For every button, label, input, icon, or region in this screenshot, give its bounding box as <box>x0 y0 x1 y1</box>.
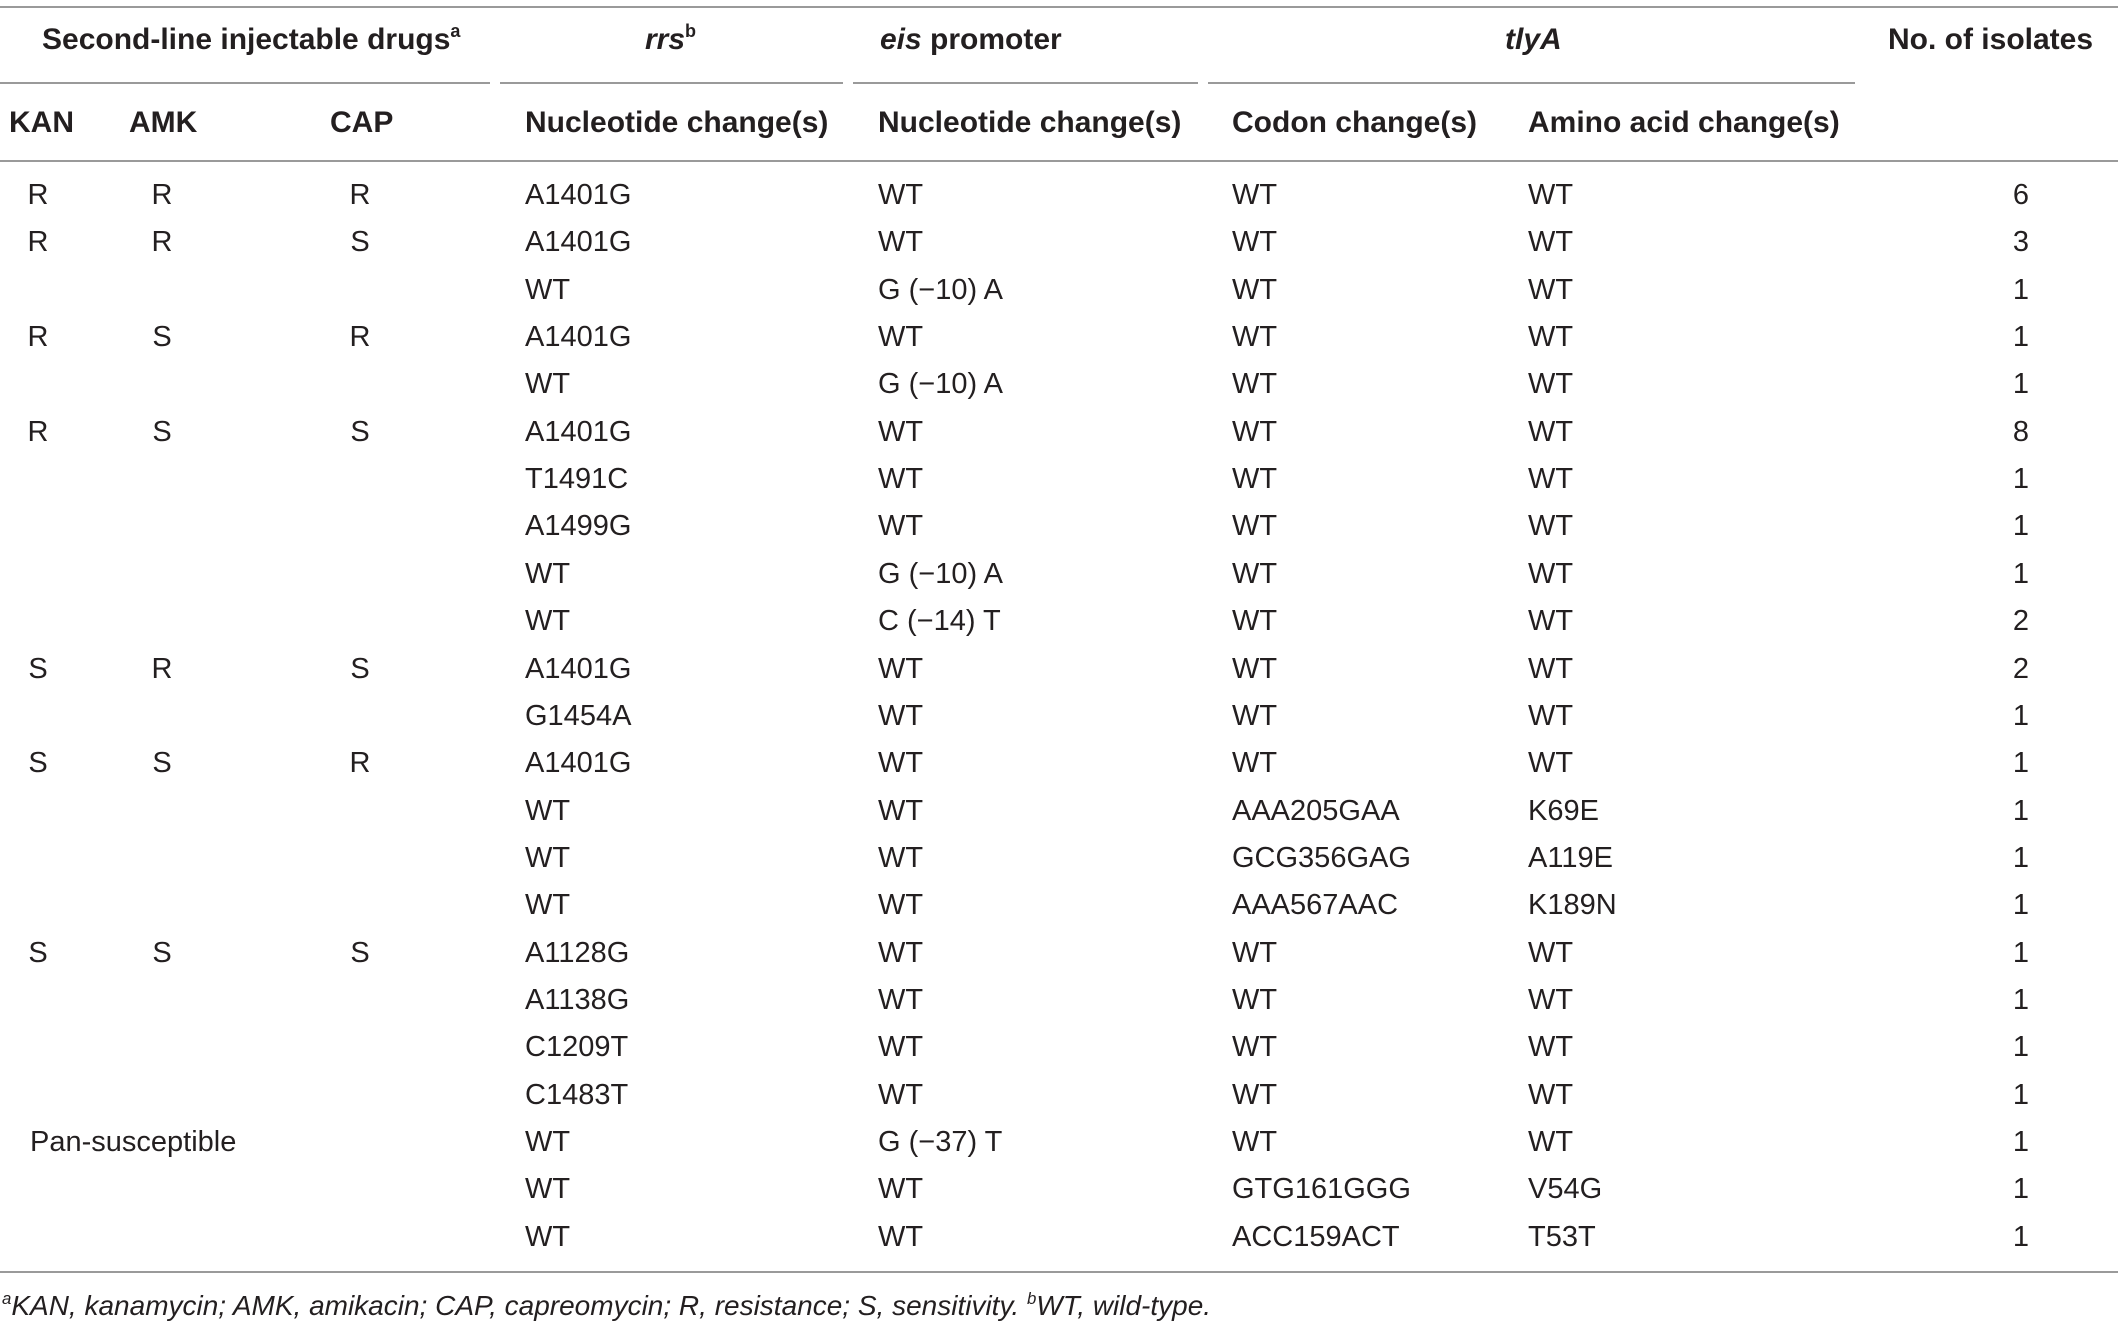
cell-rrs-nucleotide: WT <box>525 1221 571 1253</box>
cell-tlya-amino-acid: WT <box>1528 274 1574 306</box>
cell-no-of-isolates: 1 <box>2012 747 2029 779</box>
cell-rrs-nucleotide: WT <box>525 795 571 827</box>
cell-no-of-isolates: 1 <box>2012 795 2029 827</box>
rrs-group-rule <box>500 82 843 84</box>
cell-no-of-isolates: 1 <box>2012 700 2029 732</box>
cell-tlya-amino-acid: WT <box>1528 179 1574 211</box>
cell-tlya-codon: WT <box>1232 984 1278 1016</box>
cell-no-of-isolates: 1 <box>2012 558 2029 590</box>
cell-tlya-codon: WT <box>1232 1126 1278 1158</box>
cell-rrs-nucleotide: T1491C <box>525 463 629 495</box>
cell-tlya-codon: WT <box>1232 1079 1278 1111</box>
cell-rrs-nucleotide: A1401G <box>525 179 632 211</box>
table-footnote: $^a$KAN, kanamycin; AMK, amikacin; CAP, capreomycin; R, resistance; S, sensitivity. $^b$WT, wild-type. <box>2 1288 1212 1321</box>
cell-rrs-nucleotide: G1454A <box>525 700 632 732</box>
header-tlya-amino-acid: Amino acid change(s) <box>1528 106 1840 139</box>
cell-tlya-amino-acid: WT <box>1528 1079 1574 1111</box>
cell-eis-nucleotide: WT <box>878 226 924 258</box>
cell-no-of-isolates: 1 <box>2012 274 2029 306</box>
cell-tlya-amino-acid: WT <box>1528 700 1574 732</box>
header-cap: CAP <box>330 106 394 139</box>
cell-tlya-amino-acid: T53T <box>1528 1221 1596 1253</box>
cell-eis-nucleotide: WT <box>878 1079 924 1111</box>
cell-eis-nucleotide: G (−37) T <box>878 1126 1003 1158</box>
cell-eis-nucleotide: WT <box>878 984 924 1016</box>
cell-rrs-nucleotide: WT <box>525 1173 571 1205</box>
cell-rrs-nucleotide: A1128G <box>525 937 630 969</box>
cell-eis-nucleotide: G (−10) A <box>878 368 1003 400</box>
cell-no-of-isolates: 8 <box>2012 416 2029 448</box>
cell-rrs-nucleotide: WT <box>525 605 571 637</box>
cell-tlya-amino-acid: WT <box>1528 416 1574 448</box>
cell-tlya-amino-acid: K189N <box>1528 889 1617 921</box>
header-rrs-nucleotide: Nucleotide change(s) <box>525 106 829 139</box>
cell-cap: R <box>349 179 371 211</box>
cell-eis-nucleotide: C (−14) T <box>878 605 1001 637</box>
cell-tlya-codon: WT <box>1232 368 1278 400</box>
cell-tlya-amino-acid: WT <box>1528 226 1574 258</box>
header-bottom-rule <box>0 160 2118 162</box>
top-rule <box>0 6 2118 8</box>
cell-tlya-codon: WT <box>1232 700 1278 732</box>
cell-kan: R <box>27 179 49 211</box>
cell-eis-nucleotide: WT <box>878 937 924 969</box>
cell-no-of-isolates: 1 <box>2012 889 2029 921</box>
header-eis-group: eis promoter <box>880 23 1062 56</box>
cell-no-of-isolates: 1 <box>2012 842 2029 874</box>
cell-kan: S <box>28 653 48 685</box>
cell-amk: S <box>152 747 172 779</box>
cell-eis-nucleotide: WT <box>878 416 924 448</box>
cell-no-of-isolates: 1 <box>2012 937 2029 969</box>
cell-tlya-amino-acid: WT <box>1528 747 1574 779</box>
cell-no-of-isolates: 1 <box>2012 463 2029 495</box>
cell-tlya-codon: WT <box>1232 937 1278 969</box>
cell-tlya-codon: WT <box>1232 416 1278 448</box>
cell-kan: R <box>27 321 49 353</box>
cell-no-of-isolates: 1 <box>2012 1126 2029 1158</box>
cell-eis-nucleotide: WT <box>878 1031 924 1063</box>
cell-tlya-amino-acid: WT <box>1528 653 1574 685</box>
cell-tlya-amino-acid: WT <box>1528 1031 1574 1063</box>
cell-tlya-amino-acid: WT <box>1528 463 1574 495</box>
cell-no-of-isolates: 1 <box>2012 984 2029 1016</box>
cell-no-of-isolates: 1 <box>2012 1031 2029 1063</box>
cell-kan: R <box>27 226 49 258</box>
cell-amk: R <box>151 226 173 258</box>
header-tlya-codon: Codon change(s) <box>1232 106 1477 139</box>
header-amk: AMK <box>129 106 198 139</box>
cell-tlya-codon: WT <box>1232 179 1278 211</box>
cell-eis-nucleotide: WT <box>878 653 924 685</box>
cell-pan-susceptible: Pan-susceptible <box>30 1126 237 1158</box>
bottom-rule <box>0 1271 2118 1273</box>
cell-tlya-codon: WT <box>1232 463 1278 495</box>
cell-tlya-codon: WT <box>1232 321 1278 353</box>
cell-amk: S <box>152 937 172 969</box>
cell-amk: S <box>152 321 172 353</box>
cell-eis-nucleotide: WT <box>878 1173 924 1205</box>
cell-cap: S <box>350 937 370 969</box>
cell-tlya-codon: WT <box>1232 274 1278 306</box>
cell-amk: R <box>151 653 173 685</box>
cell-no-of-isolates: 2 <box>2012 605 2029 637</box>
cell-tlya-codon: AAA567AAC <box>1232 889 1399 921</box>
cell-eis-nucleotide: WT <box>878 179 924 211</box>
cell-tlya-codon: ACC159ACT <box>1232 1221 1400 1253</box>
cell-no-of-isolates: 1 <box>2012 510 2029 542</box>
cell-rrs-nucleotide: WT <box>525 842 571 874</box>
cell-amk: S <box>152 416 172 448</box>
cell-rrs-nucleotide: A1401G <box>525 747 632 779</box>
cell-tlya-codon: WT <box>1232 653 1278 685</box>
cell-no-of-isolates: 1 <box>2012 368 2029 400</box>
header-rrs-group: rrs$^b$ <box>645 21 697 56</box>
cell-tlya-amino-acid: WT <box>1528 937 1574 969</box>
cell-eis-nucleotide: WT <box>878 889 924 921</box>
cell-tlya-amino-acid: A119E <box>1528 842 1613 874</box>
cell-eis-nucleotide: G (−10) A <box>878 274 1003 306</box>
cell-tlya-amino-acid: WT <box>1528 368 1574 400</box>
cell-rrs-nucleotide: C1483T <box>525 1079 629 1111</box>
cell-rrs-nucleotide: A1499G <box>525 510 632 542</box>
cell-rrs-nucleotide: A1138G <box>525 984 630 1016</box>
cell-eis-nucleotide: G (−10) A <box>878 558 1003 590</box>
cell-tlya-codon: GCG356GAG <box>1232 842 1411 874</box>
cell-amk: R <box>151 179 173 211</box>
cell-cap: R <box>349 321 371 353</box>
cell-no-of-isolates: 6 <box>2012 179 2029 211</box>
cell-rrs-nucleotide: A1401G <box>525 226 632 258</box>
cell-rrs-nucleotide: A1401G <box>525 321 632 353</box>
cell-tlya-codon: AAA205GAA <box>1232 795 1400 827</box>
cell-tlya-amino-acid: WT <box>1528 605 1574 637</box>
cell-tlya-amino-acid: WT <box>1528 984 1574 1016</box>
header-tlya-group: tlyA <box>1505 23 1562 56</box>
cell-tlya-amino-acid: K69E <box>1528 795 1599 827</box>
cell-eis-nucleotide: WT <box>878 700 924 732</box>
cell-eis-nucleotide: WT <box>878 747 924 779</box>
cell-no-of-isolates: 1 <box>2012 1079 2029 1111</box>
cell-no-of-isolates: 1 <box>2012 321 2029 353</box>
eis-group-rule <box>853 82 1198 84</box>
cell-tlya-amino-acid: WT <box>1528 510 1574 542</box>
cell-rrs-nucleotide: WT <box>525 1126 571 1158</box>
header-no-of-isolates: No. of isolates <box>1888 23 2094 56</box>
cell-tlya-codon: WT <box>1232 226 1278 258</box>
cell-rrs-nucleotide: C1209T <box>525 1031 629 1063</box>
cell-tlya-codon: WT <box>1232 1031 1278 1063</box>
cell-kan: R <box>27 416 49 448</box>
cell-cap: S <box>350 226 370 258</box>
cell-eis-nucleotide: WT <box>878 321 924 353</box>
cell-eis-nucleotide: WT <box>878 842 924 874</box>
cell-rrs-nucleotide: WT <box>525 368 571 400</box>
cell-cap: S <box>350 416 370 448</box>
cell-no-of-isolates: 2 <box>2012 653 2029 685</box>
cell-cap: R <box>349 747 371 779</box>
cell-tlya-codon: GTG161GGG <box>1232 1173 1411 1205</box>
cell-tlya-codon: WT <box>1232 605 1278 637</box>
cell-kan: S <box>28 747 48 779</box>
header-eis-nucleotide: Nucleotide change(s) <box>878 106 1182 139</box>
cell-tlya-codon: WT <box>1232 558 1278 590</box>
cell-kan: S <box>28 937 48 969</box>
tlya-group-rule <box>1208 82 1855 84</box>
cell-tlya-codon: WT <box>1232 510 1278 542</box>
cell-tlya-amino-acid: WT <box>1528 558 1574 590</box>
cell-no-of-isolates: 1 <box>2012 1221 2029 1253</box>
cell-eis-nucleotide: WT <box>878 463 924 495</box>
cell-rrs-nucleotide: WT <box>525 558 571 590</box>
cell-rrs-nucleotide: A1401G <box>525 653 632 685</box>
cell-rrs-nucleotide: WT <box>525 889 571 921</box>
cell-rrs-nucleotide: A1401G <box>525 416 632 448</box>
cell-tlya-amino-acid: WT <box>1528 1126 1574 1158</box>
cell-tlya-codon: WT <box>1232 747 1278 779</box>
cell-rrs-nucleotide: WT <box>525 274 571 306</box>
cell-eis-nucleotide: WT <box>878 795 924 827</box>
cell-eis-nucleotide: WT <box>878 510 924 542</box>
cell-no-of-isolates: 1 <box>2012 1173 2029 1205</box>
cell-tlya-amino-acid: WT <box>1528 321 1574 353</box>
cell-cap: S <box>350 653 370 685</box>
cell-eis-nucleotide: WT <box>878 1221 924 1253</box>
cell-tlya-amino-acid: V54G <box>1528 1173 1603 1205</box>
drugs-group-rule <box>0 82 490 84</box>
header-kan: KAN <box>9 106 74 139</box>
header-drugs-group: Second-line injectable drugs$^a$ <box>42 21 461 56</box>
cell-no-of-isolates: 3 <box>2012 226 2029 258</box>
